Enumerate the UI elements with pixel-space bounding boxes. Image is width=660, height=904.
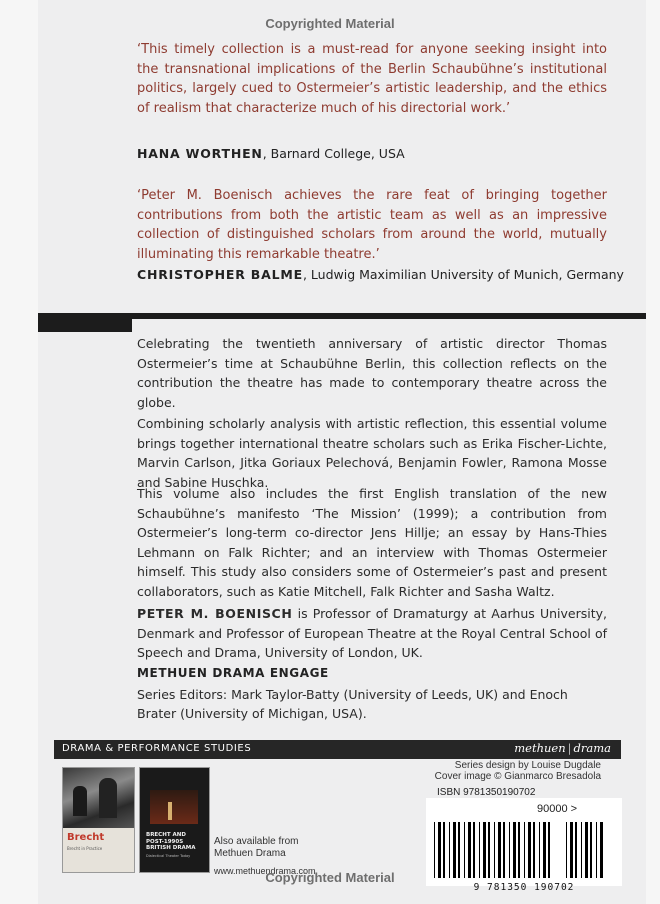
also-available-line-2: Methuen Drama [214,848,286,859]
review-quote-2: ‘Peter M. Boenisch achieves the rare feat of bringing together contributions from both the artistic team as well as an impressive collection of distinguished scholars from around the world, mutually illuminating this remarkable theatre.’ [137,188,607,262]
category-label: DRAMA & PERFORMANCE STUDIES [62,743,252,754]
publisher-logo-methuen: methuen [514,741,566,755]
divider-corner [122,319,132,332]
book-cover-stage-image [150,790,198,824]
publisher-logo-drama: drama [573,741,611,755]
review-quote-1: ‘This timely collection is a must-read for anyone seeking insight into the transnational implications of the Berlin Schaubühne’s institutional politics, largely cued to Ostermeier’s artistic leadership, and the ethics of realism that characterize much of his directorial work.’ [137,42,607,116]
reviewer-name-2: CHRISTOPHER BALME [137,267,303,282]
isbn-label: ISBN 9781350190702 [437,787,536,798]
reviewer-affiliation-2: , Ludwig Maximilian University of Munich, Germany [302,267,624,282]
also-available-line-1: Also available from [214,836,299,847]
author-bio [137,604,607,663]
page-right-margin [646,0,660,904]
page-left-margin [0,0,38,904]
description-paragraph-3: This volume also includes the first English translation of the new Schaubühne’s manifesto ‘The Mission’ (1999); a contribution from Ostermeier’s long-term co-director Jens Hillje; an essay by Hans-Thies Lehmann on Falk Richter; and an interview with Thomas Ostermeier himself. This study also considers some of Ostermeier’s past and present collaborators, such as Katie Mitchell, Falk Richter and Sasha Waltz. [137,486,607,599]
watermark-bottom: Copyrighted Material [265,870,395,885]
cover-credits [435,760,601,782]
publisher-logo-separator: | [567,741,572,755]
related-book-subtitle-1: Brecht in Practice [67,846,103,851]
also-available-note [214,836,298,860]
description-paragraph-1: Celebrating the twentieth anniversary of artistic director Thomas Ostermeier’s time at Schaubühne Berlin, this collection reflects on the contribution the theatre has made to contemporary theatre across the globe. [137,336,607,410]
barcode-digits: 9 781350 190702 [473,882,575,893]
divider-rule [122,313,646,319]
related-book-cover-1 [62,767,135,873]
related-book-subtitle-2: Dialectical Theater Today [146,854,191,858]
publisher-logo [514,741,611,755]
divider-block [38,313,122,332]
series-editors: Series Editors: Mark Taylor-Batty (University of Leeds, UK) and Enoch Brater (University of Michigan, USA). [137,687,568,721]
cover-image-credit: Cover image © Gianmarco Bresadola [434,771,601,782]
author-bio-text: is Professor of Dramaturgy at Aarhus University, Denmark and Professor of European Theatre at the Royal Central School of Speech and Drama, University of London, UK. [137,606,607,660]
stage-light [168,802,172,820]
reviewer-affiliation-1: , Barnard College, USA [262,146,405,161]
series-design-credit: Series design by Louise Dugdale [454,760,601,771]
review-attribution-2 [137,267,624,282]
figure-silhouette [73,786,87,816]
reviewer-name-1: HANA WORTHEN [137,146,263,161]
related-book-cover-2 [139,767,210,873]
related-book-title-1: Brecht [67,832,105,843]
series-title: METHUEN DRAMA ENGAGE [137,666,329,680]
description-paragraph-2: Combining scholarly analysis with artistic reflection, this essential volume brings together international theatre scholars such as Erika Fischer-Lichte, Marvin Carlson, Jitka Goriaux Pelechová, Benjamin Fowler, Ramona Mosse and Sabine Huschka. [137,416,607,490]
related-book-title-2: BRECHT AND POST-1990S BRITISH DRAMA [146,832,196,851]
author-name: PETER M. BOENISCH [137,606,293,621]
price-code: 90000 > [537,803,578,815]
publisher-website: www.methuendrama.com [214,866,316,876]
figure-silhouette [99,778,117,818]
review-attribution-1 [137,146,405,161]
watermark-top: Copyrighted Material [265,16,395,31]
